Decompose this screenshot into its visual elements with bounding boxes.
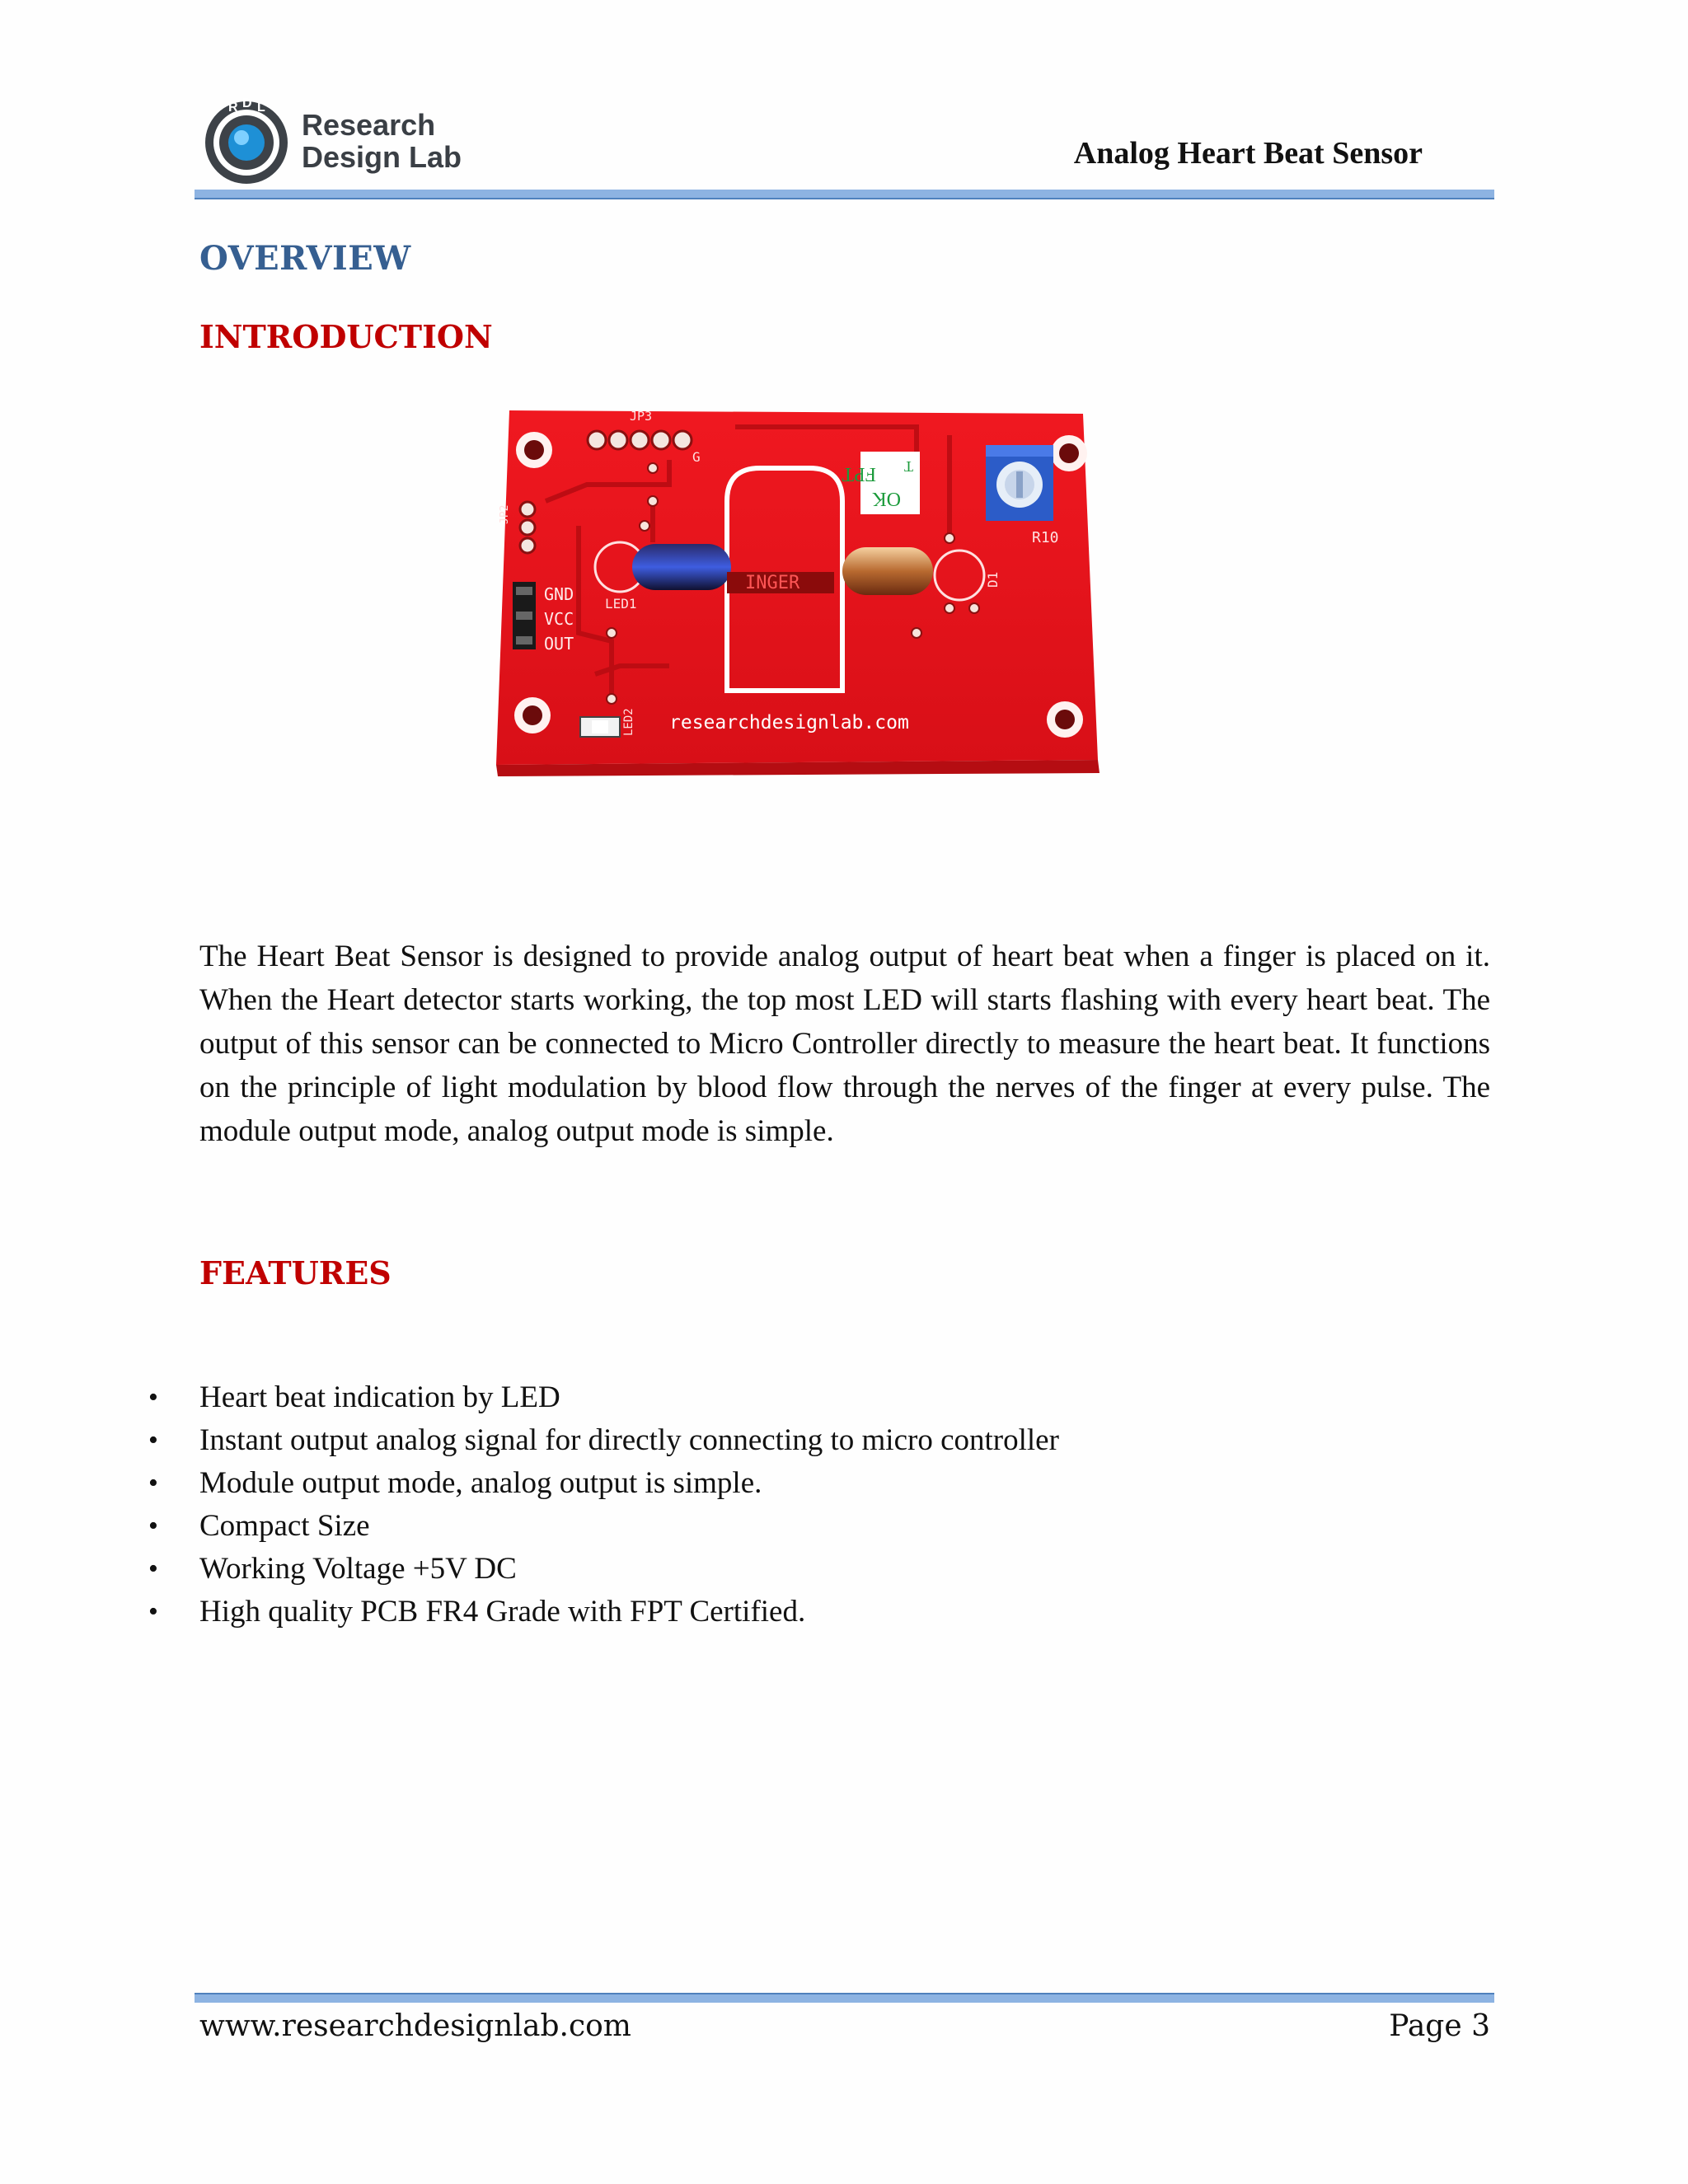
feature-text: Working Voltage +5V DC — [199, 1552, 517, 1586]
feature-text: Module output mode, analog output is simple. — [199, 1466, 762, 1500]
list-item — [148, 1505, 1059, 1548]
bullet-icon: • — [148, 1511, 158, 1541]
features-heading: FEATURES — [199, 1254, 392, 1291]
board-label-d1: D1 — [985, 571, 1001, 588]
board-label-finger: INGER — [745, 573, 800, 593]
board-url: researchdesignlab.com — [669, 712, 909, 733]
feature-text: High quality PCB FR4 Grade with FPT Certified. — [199, 1595, 806, 1629]
board-label-vcc: VCC — [544, 609, 574, 629]
board-label-r10: R10 — [1032, 529, 1059, 546]
heart-beat-sensor-board-image — [488, 402, 1109, 781]
logo-line-1: Research — [302, 108, 436, 142]
logo-letter-d: D — [242, 97, 252, 110]
header-title: Analog Heart Beat Sensor — [1073, 136, 1423, 171]
logo-wordmark — [302, 109, 462, 173]
footer-website-link[interactable]: www.researchdesignlab.com — [199, 2009, 631, 2043]
feature-text: Instant output analog signal for directly connecting to micro controller — [199, 1423, 1059, 1457]
bullet-icon: • — [148, 1425, 158, 1455]
header-rule — [195, 190, 1494, 199]
feature-text: Heart beat indication by LED — [199, 1380, 560, 1414]
board-label-out: OUT — [544, 634, 574, 654]
board-label-fpt: FPT — [842, 463, 876, 485]
footer-rule — [195, 1993, 1494, 2003]
list-item — [148, 1376, 1059, 1419]
board-label-led1: LED1 — [605, 596, 637, 612]
logo-letter-r: R — [228, 101, 238, 115]
board-label-led2: LED2 — [622, 708, 635, 736]
board-label-fpt-ok: OK — [872, 488, 901, 509]
board-label-gnd: GND — [544, 584, 574, 604]
introduction-paragraph: The Heart Beat Sensor is designed to provide analog output of heart beat when a finger is placed on it. When the Heart detector starts working, the top most LED will starts flashing with every heart beat. The output of this sensor can be connected to Micro Controller directly to measure the heart beat. It functions on the principle of light modulation by blood flow through the nerves of the finger at every pulse. The module output mode, analog output mode is simple. — [199, 940, 1490, 1148]
feature-text: Compact Size — [199, 1509, 370, 1543]
list-item — [148, 1462, 1059, 1505]
logo-letter-l: L — [257, 101, 265, 115]
bullet-icon: • — [148, 1468, 158, 1498]
board-label-jp2: JP2 — [499, 504, 511, 524]
overview-heading: OVERVIEW — [199, 239, 411, 278]
page-number: Page 3 — [1389, 2009, 1490, 2043]
board-label-fpt-t: T — [904, 458, 913, 475]
list-item — [148, 1419, 1059, 1462]
bullet-icon: • — [148, 1554, 158, 1584]
features-list — [148, 1376, 1059, 1633]
list-item — [148, 1591, 1059, 1633]
bullet-icon: • — [148, 1382, 158, 1413]
logo-line-2: Design Lab — [302, 140, 462, 174]
board-label-jp3: JP3 — [630, 409, 653, 424]
introduction-heading: INTRODUCTION — [199, 318, 493, 355]
list-item — [148, 1548, 1059, 1591]
bullet-icon: • — [148, 1596, 158, 1627]
board-label-g: G — [692, 449, 701, 465]
